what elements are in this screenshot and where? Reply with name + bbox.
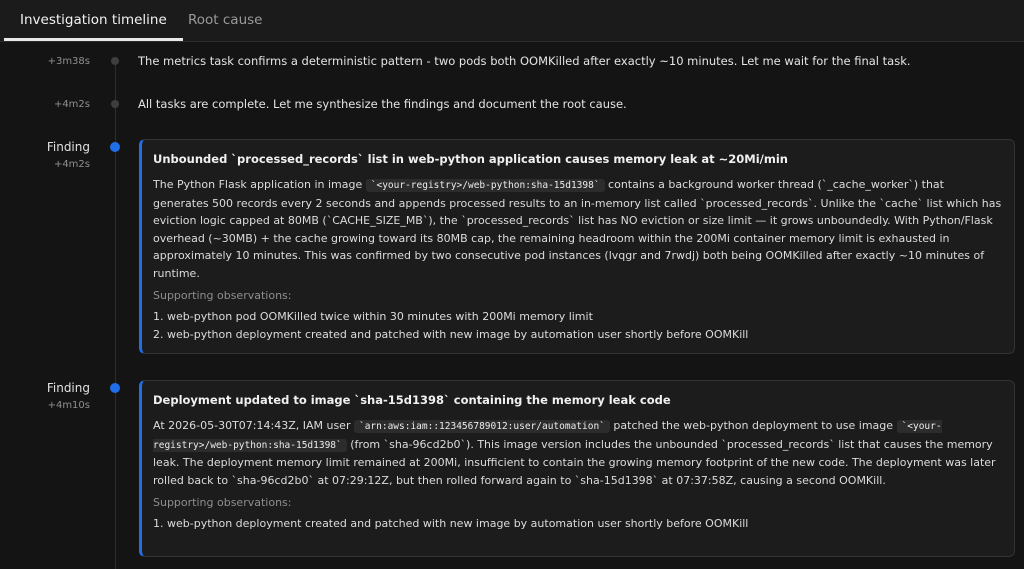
iam-user-code: `arn:aws:iam::123456789012:user/automation` bbox=[354, 420, 610, 433]
observation-item: 1. web-python pod OOMKilled twice within 30 minutes with 200Mi memory limit bbox=[153, 310, 593, 323]
finding-timestamp: +4m2s bbox=[53, 159, 90, 170]
tab-investigation-timeline[interactable]: Investigation timeline bbox=[4, 0, 183, 41]
observation-item: 2. web-python deployment created and patched with new image by automation user shortly before OOMKill bbox=[153, 327, 749, 341]
event-timestamp: +4m2s bbox=[53, 99, 90, 110]
event-timestamp: +3m38s bbox=[47, 56, 90, 67]
tab-root-cause[interactable]: Root cause bbox=[188, 12, 263, 28]
finding-dot bbox=[110, 142, 120, 152]
timeline-rail bbox=[115, 65, 116, 569]
finding-title: Unbounded `processed_records` list in web-python application causes memory leak at ~20Mi/min bbox=[153, 152, 788, 166]
timeline-dot bbox=[111, 100, 119, 108]
timeline-dot bbox=[111, 57, 119, 65]
event-message: All tasks are complete. Let me synthesize the findings and document the root cause. bbox=[138, 97, 627, 111]
observation-item: 1. web-python deployment created and patched with new image by automation user shortly before OOMKill bbox=[153, 517, 749, 530]
tab-bar bbox=[0, 0, 1024, 42]
finding-label: Finding bbox=[46, 140, 90, 154]
supporting-observations-label: Supporting observations: bbox=[153, 289, 292, 302]
finding-title: Deployment updated to image `sha-15d1398` containing the memory leak code bbox=[153, 393, 671, 407]
event-message: The metrics task confirms a deterministic pattern - two pods both OOMKilled after exactly ~10 minutes. Let me wait for the final task. bbox=[138, 54, 911, 68]
finding-dot bbox=[110, 383, 120, 393]
image-code: `<your-registry>/web-python:sha-15d1398` bbox=[366, 179, 605, 192]
image-code: `<your-registry>/web-python:sha-15d1398` bbox=[153, 421, 942, 451]
supporting-observations-label: Supporting observations: bbox=[153, 496, 292, 509]
finding-card bbox=[139, 139, 1015, 354]
finding-timestamp: +4m10s bbox=[47, 400, 90, 411]
finding-label: Finding bbox=[46, 381, 90, 395]
finding-description: At 2026-05-30T07:14:43Z, IAM user `arn:aws:iam::123456789012:user/automation` patched the web-python deployment to use image `<your-registry>/web-python:sha-15d1398` (from `sha-96cd2b0`). This image version includes the unbounded `processed_records` list that causes the memory leak. The deployment memory limit remained at 200Mi, insufficient to contain the growing memory footprint of the new code. The deployment was later rolled back to `sha-96cd2b0` at 07:29:12Z, but then rolled forward again to `sha-15d1398` at 07:37:58Z, causing a second OOMKill. bbox=[153, 419, 996, 487]
finding-description: The Python Flask application in image `<your-registry>/web-python:sha-15d1398` contains a background worker thread (`_cache_worker`) that generates 500 records every 2 seconds and appends processed results to an in-memory list called `processed_records`. Unlike the `cache` list which has eviction logic capped at 80MB (`CACHE_SIZE_MB`), the `processed_records` list has NO eviction or size limit — it grows unboundedly. With Python/Flask overhead (~30MB) + the cache growing toward its 80MB cap, the remaining headroom within the 200Mi container memory limit is exhausted in approximately 10 minutes. This was confirmed by two consecutive pod instances (lvqgr and 7rwdj) both being OOMKilled after exactly ~10 minutes of runtime. bbox=[153, 178, 1002, 280]
finding-card bbox=[139, 380, 1015, 557]
